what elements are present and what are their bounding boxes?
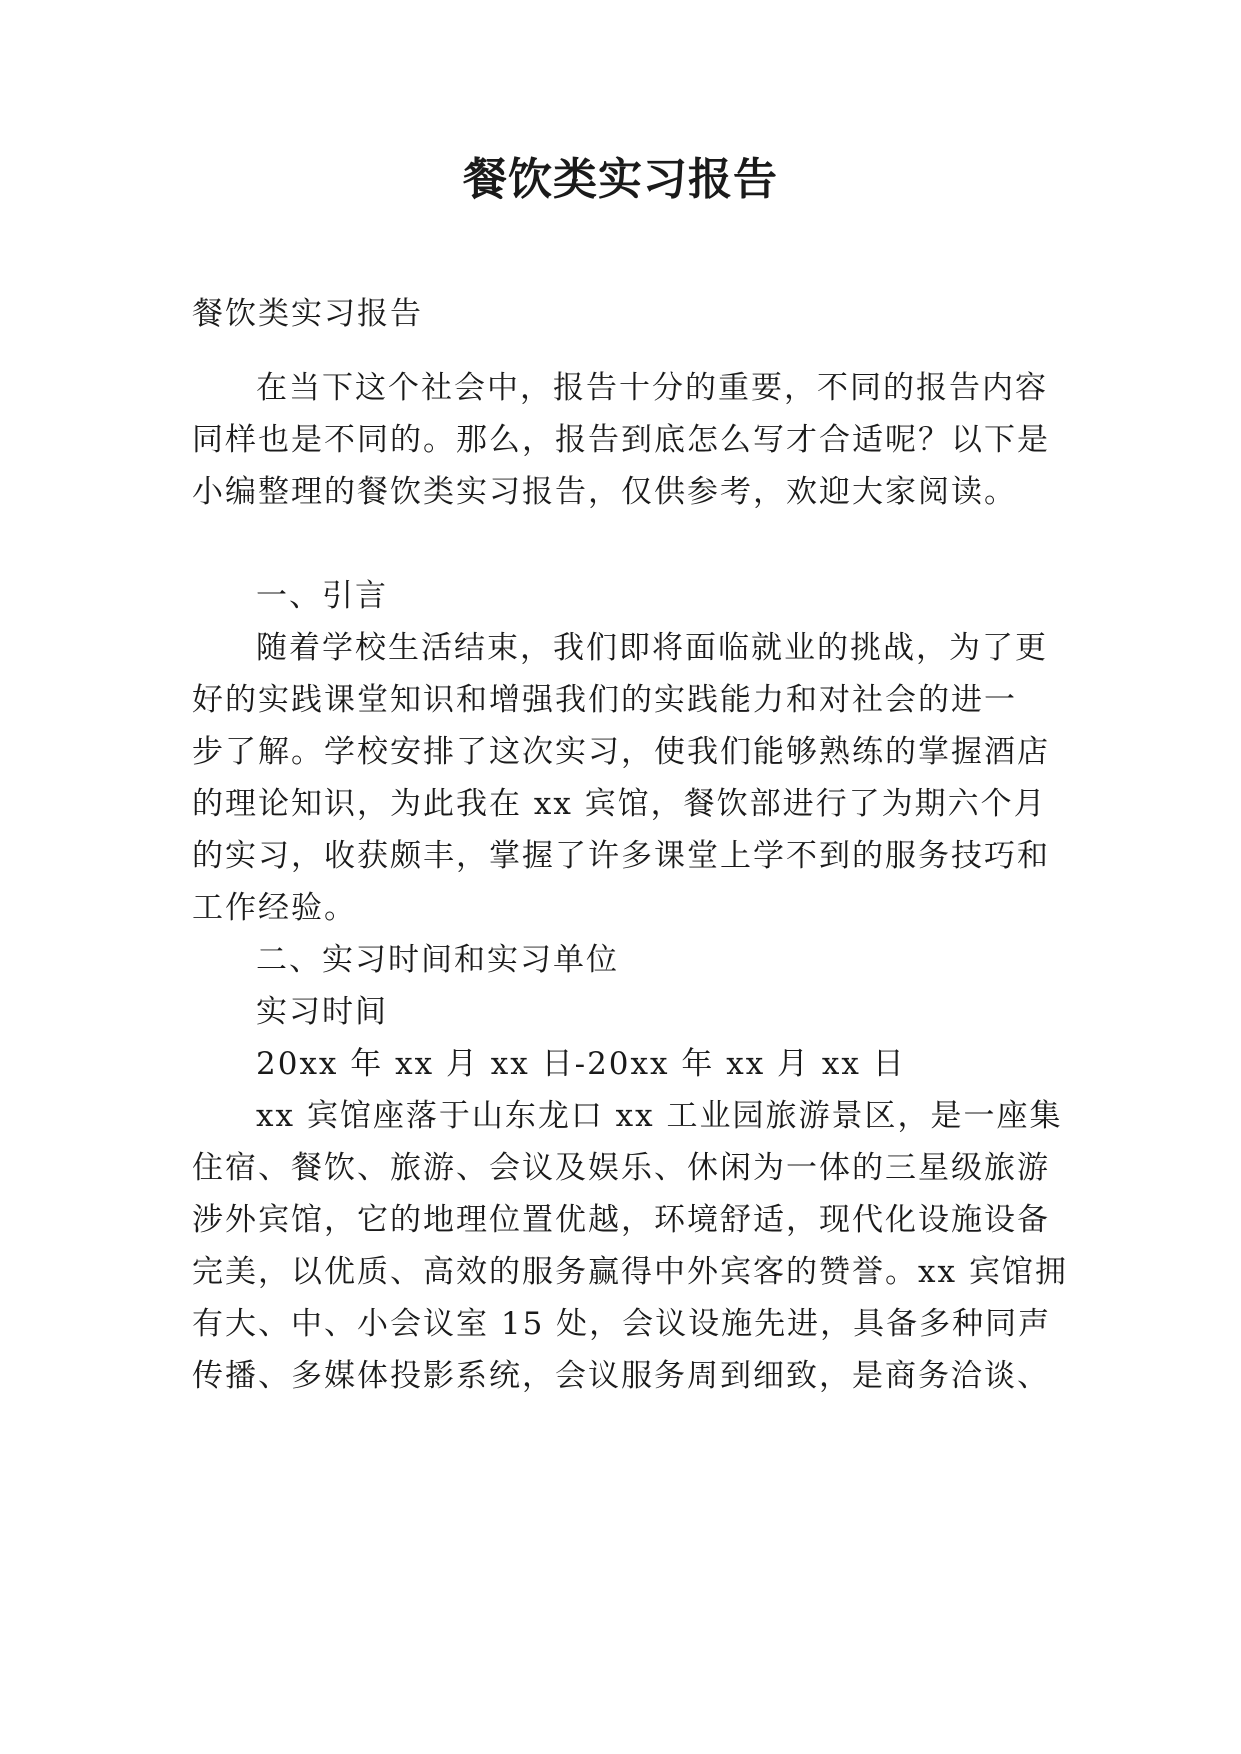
paragraph-line: 涉外宾馆，它的地理位置优越，环境舒适，现代化设施设备 <box>192 1202 1050 1238</box>
paragraph-line: 工作经验。 <box>192 890 357 926</box>
subsection-heading: 实习时间 <box>256 994 388 1030</box>
paragraph-line: 随着学校生活结束，我们即将面临就业的挑战，为了更 <box>256 630 1048 666</box>
paragraph-line: xx 宾馆座落于山东龙口 xx 工业园旅游景区，是一座集 <box>256 1098 1063 1134</box>
paragraph-line: 住宿、餐饮、旅游、会议及娱乐、休闲为一体的三星级旅游 <box>192 1150 1050 1186</box>
paragraph-line: 在当下这个社会中，报告十分的重要，不同的报告内容 <box>256 370 1048 406</box>
paragraph-line: 小编整理的餐饮类实习报告，仅供参考，欢迎大家阅读。 <box>192 474 1017 510</box>
paragraph-line: 同样也是不同的。那么，报告到底怎么写才合适呢？以下是 <box>192 422 1050 458</box>
page-title: 餐饮类实习报告 <box>463 154 778 205</box>
paragraph-line: 完美，以优质、高效的服务赢得中外宾客的赞誉。xx 宾馆拥 <box>192 1254 1068 1290</box>
section-heading: 一、引言 <box>256 578 388 614</box>
paragraph-line: 步了解。学校安排了这次实习，使我们能够熟练的掌握酒店 <box>192 734 1050 770</box>
paragraph-line: 好的实践课堂知识和增强我们的实践能力和对社会的进一 <box>192 682 1017 718</box>
paragraph-line: 有大、中、小会议室 15 处，会议设施先进，具备多种同声 <box>192 1306 1052 1342</box>
document-subtitle: 餐饮类实习报告 <box>192 296 423 332</box>
paragraph-line: 的理论知识，为此我在 xx 宾馆，餐饮部进行了为期六个月 <box>192 786 1047 822</box>
date-range: 20xx 年 xx 月 xx 日-20xx 年 xx 月 xx 日 <box>256 1046 906 1082</box>
paragraph-line: 传播、多媒体投影系统，会议服务周到细致，是商务洽谈、 <box>192 1358 1050 1394</box>
paragraph-line: 的实习，收获颇丰，掌握了许多课堂上学不到的服务技巧和 <box>192 838 1050 874</box>
section-heading: 二、实习时间和实习单位 <box>256 942 619 978</box>
